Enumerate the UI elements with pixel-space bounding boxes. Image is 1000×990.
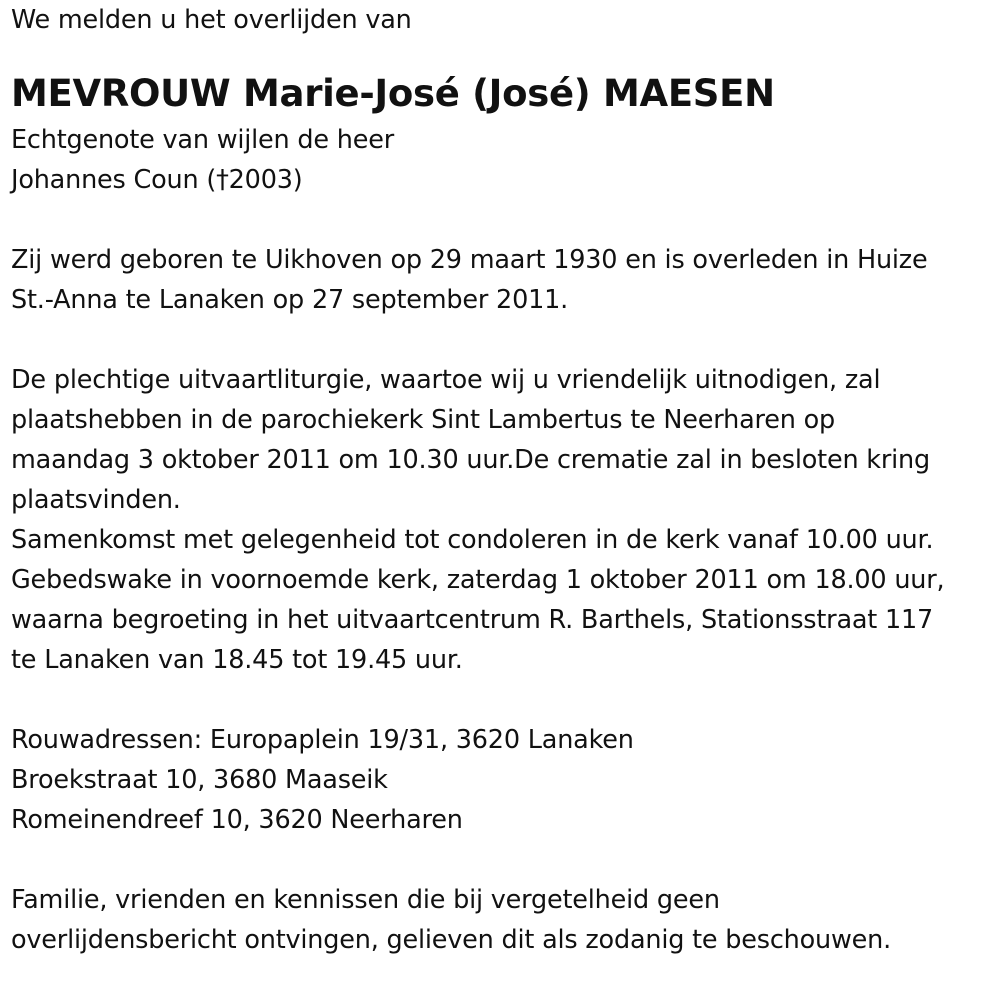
birth-line: Zij werd geboren te Uikhoven op 29 maart 1930 en is overleden in Huize	[11, 245, 928, 275]
paragraph-gap	[11, 680, 996, 720]
deceased-name: MEVROUW Marie-José (José) MAESEN	[11, 72, 775, 115]
paragraph-gap	[11, 840, 996, 880]
intro-text: We melden u het overlijden van	[11, 5, 412, 35]
funeral-line: Samenkomst met gelegenheid tot condoleren in de kerk vanaf 10.00 uur.	[11, 525, 934, 555]
funeral-line: De plechtige uitvaartliturgie, waartoe wij u vriendelijk uitnodigen, zal	[11, 365, 881, 395]
closing-line: overlijdensbericht ontvingen, gelieven dit als zodanig te beschouwen.	[11, 925, 892, 955]
paragraph-gap	[11, 320, 996, 360]
obituary-notice	[11, 0, 996, 960]
funeral-line: Gebedswake in voornoemde kerk, zaterdag 1 oktober 2011 om 18.00 uur,	[11, 565, 945, 595]
funeral-line: maandag 3 oktober 2011 om 10.30 uur.De crematie zal in besloten kring	[11, 445, 930, 475]
paragraph-gap	[11, 200, 996, 240]
address-line: Broekstraat 10, 3680 Maaseik	[11, 765, 388, 795]
address-line: Rouwadressen: Europaplein 19/31, 3620 Lanaken	[11, 725, 634, 755]
address-line: Romeinendreef 10, 3620 Neerharen	[11, 805, 463, 835]
closing-line: Familie, vrienden en kennissen die bij vergetelheid geen	[11, 885, 720, 915]
funeral-line: te Lanaken van 18.45 tot 19.45 uur.	[11, 645, 463, 675]
funeral-line: waarna begroeting in het uitvaartcentrum R. Barthels, Stationsstraat 117	[11, 605, 934, 635]
spouse-line: Johannes Coun (†2003)	[11, 165, 303, 195]
spouse-line: Echtgenote van wijlen de heer	[11, 125, 394, 155]
funeral-line: plaatsvinden.	[11, 485, 181, 515]
funeral-line: plaatshebben in de parochiekerk Sint Lambertus te Neerharen op	[11, 405, 835, 435]
birth-line: St.-Anna te Lanaken op 27 september 2011.	[11, 285, 569, 315]
